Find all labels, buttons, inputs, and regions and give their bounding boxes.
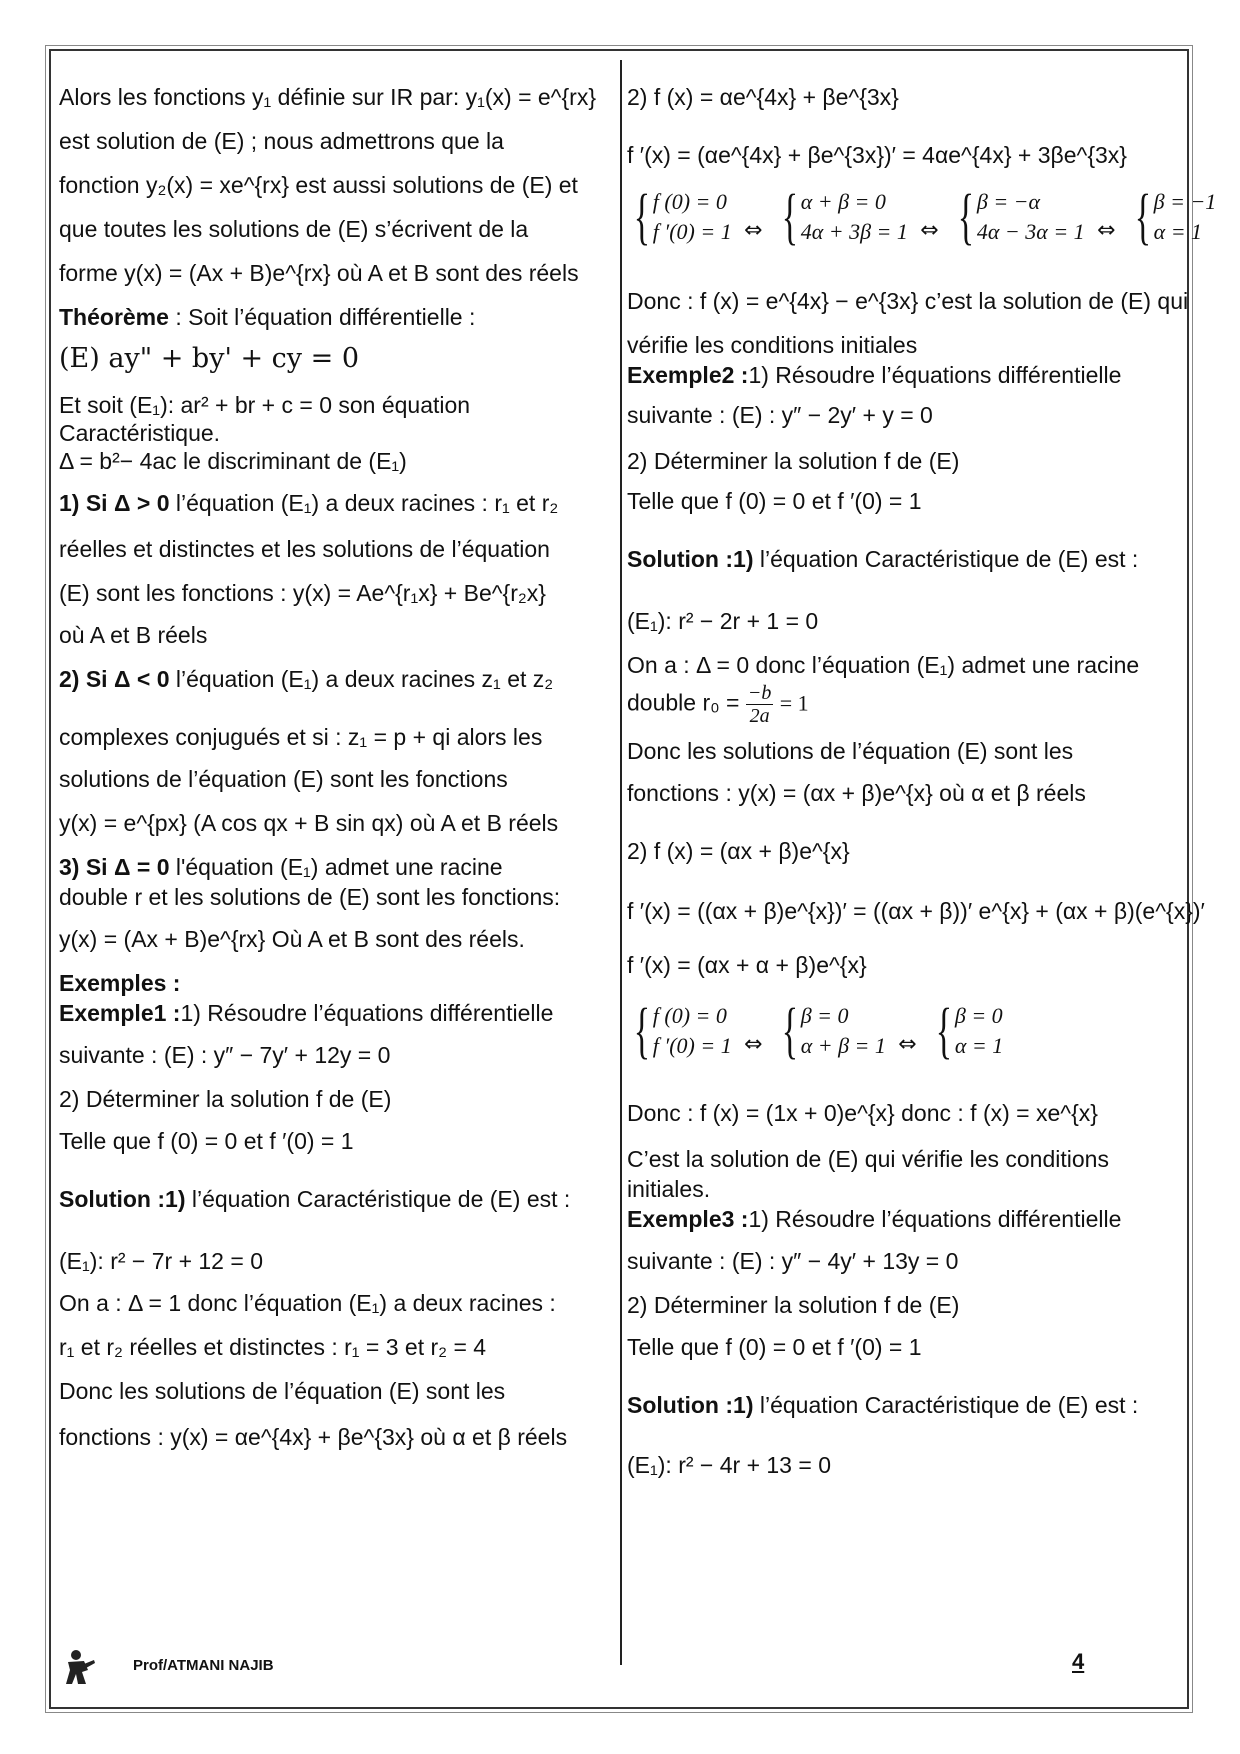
system-block: { f (0) = 0 f ′(0) = 1 — [633, 183, 732, 251]
text-line: C’est la solution de (E) qui vérifie les conditions — [627, 1146, 1109, 1172]
equivalence-icon: ⇔ — [744, 1032, 763, 1057]
text-line: double r et les solutions de (E) sont les fonctions: — [59, 884, 561, 910]
system-row: α = 1 — [1153, 219, 1203, 244]
system-row: f (0) = 0 — [652, 1003, 727, 1028]
text-line: y(x) = (Ax + B)e^{rx} Où A et B sont des réels. — [59, 926, 525, 952]
text-line: suivante : (E) : y″ − 4y′ + 13y = 0 — [627, 1248, 959, 1274]
text-line: 2) Déterminer la solution f de (E) — [627, 448, 960, 474]
text-line: fonction y₂(x) = xe^{rx} est aussi solutions de (E) et — [59, 172, 578, 198]
system-row: β = −1 — [1153, 189, 1217, 214]
double-root-value: = 1 — [779, 690, 809, 716]
example1-line — [59, 998, 553, 1028]
case2-line — [59, 664, 553, 694]
double-root-line — [627, 682, 809, 727]
text-line: vérifie les conditions initiales — [627, 332, 918, 358]
text-line: f ′(x) = (αx + α + β)e^{x} — [627, 952, 867, 978]
case1-text: l’équation (E₁) a deux racines : r₁ et r₂ — [169, 490, 559, 516]
text-line: On a : Δ = 0 donc l’équation (E₁) admet une racine — [627, 652, 1140, 678]
text-line: Donc : f (x) = (1x + 0)e^{x} donc : f (x) = xe^{x} — [627, 1100, 1098, 1126]
equivalence-icon: ⇔ — [898, 1032, 917, 1057]
solution2-line — [627, 544, 1138, 574]
example2-line — [627, 360, 1121, 390]
text-line: fonctions : y(x) = αe^{4x} + βe^{3x} où α et β réels — [59, 1424, 568, 1450]
equivalence-icon: ⇔ — [744, 218, 763, 243]
fraction-denominator: 2a — [749, 705, 770, 727]
example1-label: Exemple1 : — [59, 1000, 181, 1026]
text-line: 2) Déterminer la solution f de (E) — [627, 1292, 960, 1318]
text-line: Δ = b²− 4ac le discriminant de (E₁) — [59, 448, 407, 474]
text-line: suivante : (E) : y″ − 7y′ + 12y = 0 — [59, 1042, 391, 1068]
theorem-label: Théorème — [59, 304, 169, 330]
text-line: (E) sont les fonctions : y(x) = Ae^{r₁x} + Be^{r₂x} — [59, 580, 546, 606]
author-logo-icon — [62, 1648, 96, 1686]
double-root-label: double r₀ = — [627, 689, 740, 716]
text-line: (E₁): r² − 2r + 1 = 0 — [627, 608, 819, 634]
system-row: f (0) = 0 — [652, 189, 727, 214]
system-row: β = −α — [976, 189, 1041, 214]
example3-line — [627, 1204, 1121, 1234]
text-line: Telle que f (0) = 0 et f ′(0) = 1 — [627, 1334, 922, 1360]
text-line: solutions de l’équation (E) sont les fonctions — [59, 766, 508, 792]
solution3-label: Solution :1) — [627, 1392, 754, 1418]
text-line: réelles et distinctes et les solutions de l’équation — [59, 536, 550, 562]
text-line: suivante : (E) : y″ − 2y′ + y = 0 — [627, 402, 933, 428]
system-row: f ′(0) = 1 — [652, 219, 732, 244]
equation-E: (E) ay" + by' + cy = 0 — [59, 343, 360, 374]
text-line: fonctions : y(x) = (αx + β)e^{x} où α et β réels — [627, 780, 1086, 806]
text-line: Alors les fonctions y₁ définie sur IR par: y₁(x) = e^{rx} — [59, 84, 596, 110]
text-line: (E₁): r² − 4r + 13 = 0 — [627, 1452, 831, 1478]
solution3-line — [627, 1390, 1138, 1420]
solution-line — [59, 1184, 570, 1214]
equivalence-icon: ⇔ — [1097, 218, 1116, 243]
system-block: { β = 0 α + β = 1 — [781, 997, 886, 1065]
system-block: { β = 0 α = 1 — [935, 997, 1004, 1065]
case3-label: 3) Si Δ = 0 — [59, 854, 170, 880]
text-line: où A et B réels — [59, 622, 208, 648]
text-line: f ′(x) = ((αx + β)e^{x})′ = ((αx + β))′ e^{x} + (αx + β)(e^{x})′ — [627, 898, 1205, 924]
solution3-text: l’équation Caractéristique de (E) est : — [753, 1392, 1139, 1418]
text-line: Telle que f (0) = 0 et f ′(0) = 1 — [59, 1128, 354, 1154]
system-row: β = 0 — [800, 1003, 849, 1028]
theorem-line — [59, 302, 475, 332]
text-line: Telle que f (0) = 0 et f ′(0) = 1 — [627, 488, 922, 514]
solution-text: l’équation Caractéristique de (E) est : — [185, 1186, 571, 1212]
fraction-numerator: −b — [747, 682, 772, 704]
text-line: initiales. — [627, 1176, 711, 1202]
fraction — [746, 682, 774, 727]
equivalence-icon: ⇔ — [920, 218, 939, 243]
example3-label: Exemple3 : — [627, 1206, 749, 1232]
theorem-text: : Soit l’équation différentielle : — [168, 304, 476, 330]
text-line: est solution de (E) ; nous admettrons que la — [59, 128, 504, 154]
text-line: 2) Déterminer la solution f de (E) — [59, 1086, 392, 1112]
text-line: On a : Δ = 1 donc l’équation (E₁) a deux racines : — [59, 1290, 556, 1316]
text-line: Donc les solutions de l’équation (E) sont les — [59, 1378, 506, 1404]
text-line: complexes conjugués et si : z₁ = p + qi alors les — [59, 724, 543, 750]
text-line: forme y(x) = (Ax + B)e^{rx} où A et B sont des réels — [59, 260, 579, 286]
system-block: { β = −α 4α − 3α = 1 — [957, 183, 1085, 251]
example1-text: 1) Résoudre l’équations différentielle — [180, 1000, 554, 1026]
text-line: Donc les solutions de l’équation (E) sont les — [627, 738, 1074, 764]
text-line: (E₁): r² − 7r + 12 = 0 — [59, 1248, 263, 1274]
text-line: Donc : f (x) = e^{4x} − e^{3x} c’est la solution de (E) qui — [627, 288, 1189, 314]
text-line: 2) f (x) = (αx + β)e^{x} — [627, 838, 850, 864]
page-number: 4 — [1072, 1649, 1085, 1674]
system-2 — [627, 997, 1004, 1065]
system-block: { f (0) = 0 f ′(0) = 1 — [633, 997, 732, 1065]
examples-heading: Exemples : — [59, 970, 181, 996]
example3-text: 1) Résoudre l’équations différentielle — [748, 1206, 1122, 1232]
text-line: Caractéristique. — [59, 420, 221, 446]
system-row: β = 0 — [954, 1003, 1003, 1028]
text-line: Et soit (E₁): ar² + br + c = 0 son équation — [59, 392, 471, 418]
solution2-text: l’équation Caractéristique de (E) est : — [753, 546, 1139, 572]
case3-line — [59, 852, 503, 882]
system-1 — [627, 183, 1217, 251]
example2-text: 1) Résoudre l’équations différentielle — [748, 362, 1122, 388]
system-row: α = 1 — [954, 1033, 1004, 1058]
solution2-label: Solution :1) — [627, 546, 754, 572]
case2-text: l’équation (E₁) a deux racines z₁ et z₂ — [169, 666, 554, 692]
column-divider — [620, 60, 622, 1665]
system-block: { β = −1 α = 1 — [1134, 183, 1217, 251]
case3-text: l'équation (E₁) admet une racine — [169, 854, 503, 880]
example2-label: Exemple2 : — [627, 362, 749, 388]
system-block: { α + β = 0 4α + 3β = 1 — [781, 183, 908, 251]
case1-line — [59, 488, 558, 518]
text-line: y(x) = e^{px} (A cos qx + B sin qx) où A et B réels — [59, 810, 559, 836]
system-row: α + β = 0 — [800, 189, 886, 214]
system-row: f ′(0) = 1 — [652, 1033, 732, 1058]
system-row: 4α + 3β = 1 — [800, 219, 908, 244]
case2-label: 2) Si Δ < 0 — [59, 666, 170, 692]
case1-label: 1) Si Δ > 0 — [59, 490, 170, 516]
text-line: f ′(x) = (αe^{4x} + βe^{3x})′ = 4αe^{4x} + 3βe^{3x} — [627, 142, 1127, 168]
text-line: que toutes les solutions de (E) s’écrivent de la — [59, 216, 529, 242]
author-name: Prof/ATMANI NAJIB — [133, 1657, 274, 1674]
text-line: 2) f (x) = αe^{4x} + βe^{3x} — [627, 84, 899, 110]
solution-label: Solution :1) — [59, 1186, 186, 1212]
text-line: r₁ et r₂ réelles et distinctes : r₁ = 3 et r₂ = 4 — [59, 1334, 487, 1360]
system-row: 4α − 3α = 1 — [976, 219, 1085, 244]
system-row: α + β = 1 — [800, 1033, 886, 1058]
